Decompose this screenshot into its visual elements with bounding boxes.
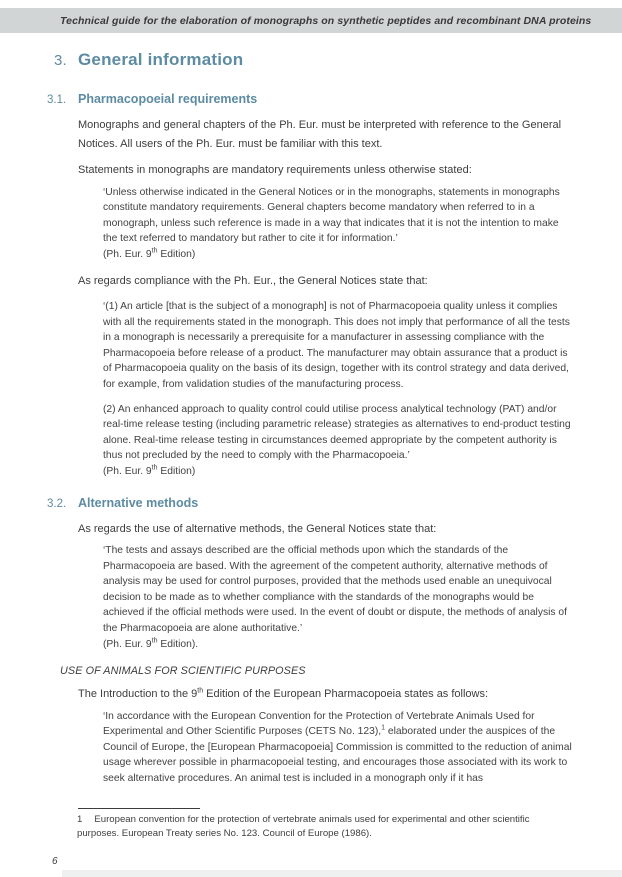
running-header-title: Technical guide for the elaboration of monographs on synthetic peptides and recombinant DNA proteins <box>60 14 592 27</box>
quote-text: ‘The tests and assays described are the official methods upon which the standards of the Pharmacopoeia are based. With the agreement of the competent authority, alternative methods of analysis may be used for control purposes, provided that the methods used enable an unequivocal decision to be made as to whether compliance with the standards of the monographs would be achieved if the official methods were used. In the event of doubt or dispute, the methods of analysis of the Pharmacopoeia are alone authoritative.’ <box>103 545 568 634</box>
paragraph: Statements in monographs are mandatory requirements unless otherwise stated: <box>78 164 472 176</box>
footnote-reference: 1 <box>381 724 386 732</box>
quote-text: ‘Unless otherwise indicated in the General Notices or in the monographs, statements in monographs constitute mandatory requirements. General chapters become mandatory when referred to in a monograph, unless such reference is made in a way that indicates that it is not the intention to make the text referred to mandatory but rather to cite it for information.’ <box>103 186 560 245</box>
quote-attribution: (Ph. Eur. 9th Edition) <box>103 247 196 260</box>
subsection-title: Alternative methods <box>78 495 199 510</box>
footnote-number: 1 <box>77 813 83 825</box>
subsection-number: 3.1. <box>47 94 67 106</box>
block-quote <box>103 299 573 480</box>
section-heading-general-information <box>0 50 622 70</box>
block-quote <box>103 543 573 652</box>
page-number: 6 <box>52 856 58 867</box>
footnote-text: European convention for the protection of vertebrate animals used for experimental and other scientific purposes. European Treaty series No. 123. Council of Europe (1986). <box>77 813 530 840</box>
running-header-bar <box>0 8 622 33</box>
subheading-use-of-animals: USE OF ANIMALS FOR SCIENTIFIC PURPOSES <box>60 665 306 678</box>
section-number: 3. <box>54 52 67 69</box>
quote-attribution: (Ph. Eur. 9th Edition). <box>103 637 199 650</box>
next-page-edge <box>62 870 622 877</box>
subsection-heading-alternative-methods <box>0 496 622 510</box>
block-quote <box>103 185 573 263</box>
quote-text: ‘(1) An article [that is the subject of a monograph] is not of Pharmacopoeia quality unless it complies with all the requirements stated in the monograph. This does not imply that performance of all the tests in a monograph is necessarily a prerequisite for a manufacturer in assessing compliance with the Pharmacopoeia before release of a product. The manufacturer may obtain assurance that a product is of Pharmacopoeia quality on the basis of its design, together with its control strategy and data derived, for example, from validation studies of the manufacturing process. <box>103 300 570 390</box>
quote-text: (2) An enhanced approach to quality control could utilise process analytical technology (PAT) and/or real-time release testing (including parametric release) strategies as alternatives to end-product testing alone. Real-time release testing in circumstances deemed appropriate by the competent authority is thus not precluded by the need to comply with the Pharmacopoeia.’ <box>103 403 571 462</box>
paragraph: The Introduction to the 9th Edition of the European Pharmacopoeia states as follows: <box>78 687 489 701</box>
footnote-divider <box>78 808 200 809</box>
section-title: General information <box>78 50 244 69</box>
subsection-title: Pharmacopoeial requirements <box>78 92 258 106</box>
paragraph: As regards compliance with the Ph. Eur., the General Notices state that: <box>78 275 428 288</box>
quote-text: ‘In accordance with the European Convention for the Protection of Vertebrate Animals Used for Experimental and Other Scientific Purposes (CETS No. 123),$^1$ elaborated under the auspices of the Council of Europe, the [European Pharmacopoeia] Commission is committed to the reduction of animal usage wherever possible in pharmacopoeial testing, and encourages those associated with its work to seek alternative procedures. An animal test is included in a monograph only if it has <box>103 710 572 785</box>
footnote <box>77 813 573 842</box>
subsection-number: 3.2. <box>47 497 67 510</box>
paragraph: As regards the use of alternative methods, the General Notices state that: <box>78 522 437 535</box>
quote-attribution: (Ph. Eur. 9th Edition) <box>103 464 196 477</box>
subsection-heading-pharmacopoeial-requirements <box>0 92 622 106</box>
block-quote <box>103 709 573 787</box>
paragraph: Monographs and general chapters of the Ph. Eur. must be interpreted with reference to the General Notices. All users of the Ph. Eur. must be familiar with this text. <box>78 119 562 150</box>
